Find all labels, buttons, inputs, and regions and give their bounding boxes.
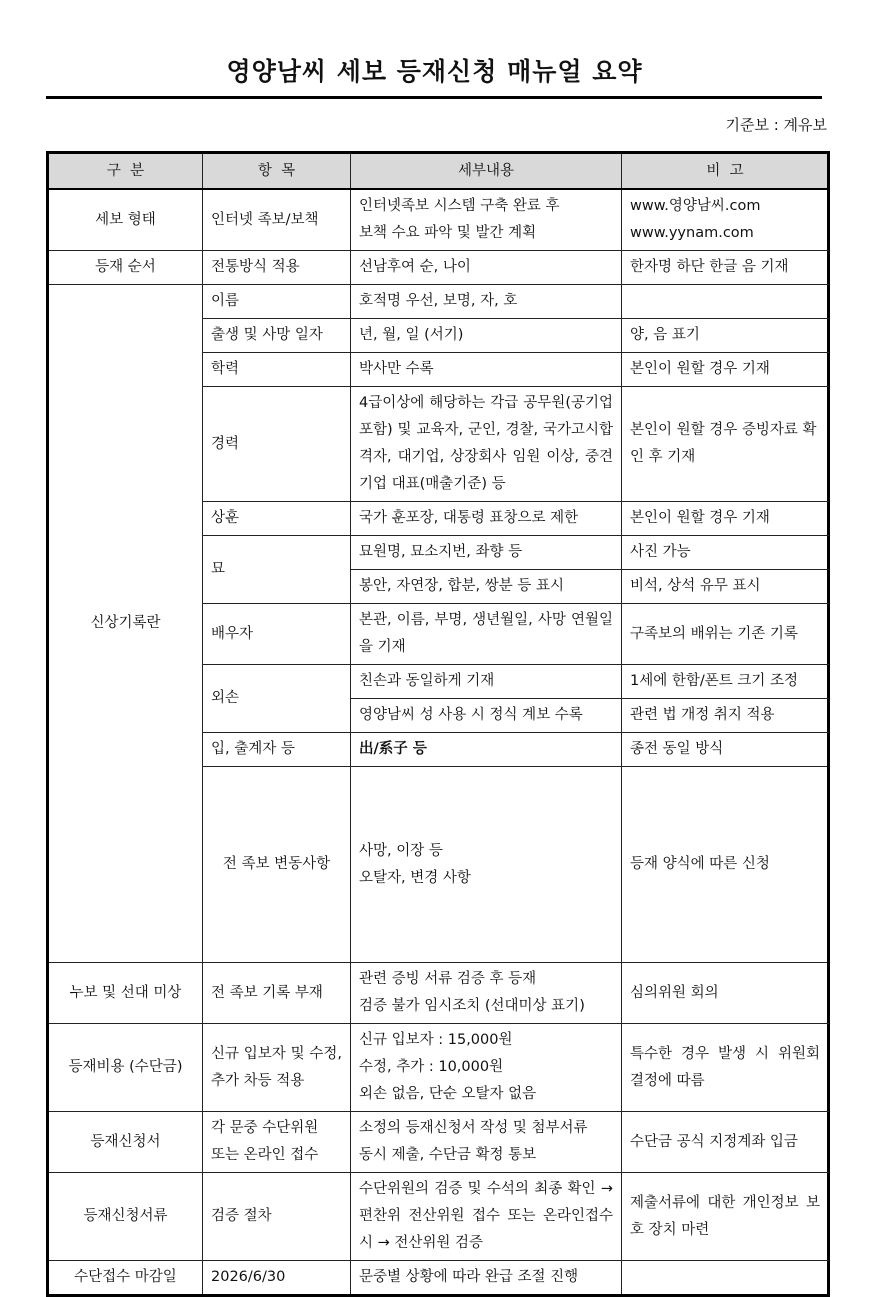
row-item: 경력 [203,387,351,502]
detail-line: 신규 입보자 : 15,000원 [359,1032,513,1048]
row-detail: 出/系子 등 [351,733,622,767]
title-divider [46,96,822,99]
row-item: 묘 [203,536,351,604]
row-note: 수단금 공식 지정계좌 입금 [622,1112,829,1173]
table-row [48,285,829,319]
row-note: 특수한 경우 발생 시 위원회 결정에 따름 [622,1024,829,1112]
detail-line: 소정의 등재신청서 작성 및 첨부서류 [359,1120,588,1136]
reference-edition: 기준보 : 계유보 [725,116,827,134]
row-item [203,1112,351,1173]
row-category: 수단접수 마감일 [48,1261,203,1296]
row-item: 전통방식 적용 [203,251,351,285]
row-note: 본인이 원할 경우 증빙자료 확인 후 기재 [622,387,829,502]
manual-summary-table [46,151,830,1297]
row-detail: 문중별 상황에 따라 완급 조절 진행 [351,1261,622,1296]
row-item: 이름 [203,285,351,319]
row-note: 심의위원 회의 [622,963,829,1024]
item-line: 사망, 이장 등 [359,842,443,859]
row-detail: 박사만 수록 [351,353,622,387]
detail-line: 보책 수요 파악 및 발간 계획 [359,225,537,241]
row-detail: 친손과 동일하게 기재 [351,665,622,699]
row-note: 관련 법 개정 취지 적용 [622,699,829,733]
detail-line: 인터넷족보 시스템 구축 완료 후 [359,198,560,214]
row-item: 출생 및 사망 일자 [203,319,351,353]
row-note: 사진 가능 [622,536,829,570]
row-detail: 국가 훈포장, 대통령 표창으로 제한 [351,502,622,536]
detail-line: 검증 불가 임시조치 (선대미상 표기) [359,998,585,1014]
row-category: 등재신청서 [48,1112,203,1173]
detail-line: 수정, 추가 : 10,000원 [359,1059,504,1075]
row-category: 누보 및 선대 미상 [48,963,203,1024]
row-category: 신상기록란 [48,285,203,963]
row-detail [351,963,622,1024]
website-link[interactable]: www.영양남씨.com [630,198,761,214]
row-detail: 등재 양식에 따른 신청 [622,767,829,963]
website-link[interactable]: www.yynam.com [630,225,754,241]
row-item: 인터넷 족보/보책 [203,189,351,251]
row-item: 외손 [203,665,351,733]
row-item: 배우자 [203,604,351,665]
row-item: 상훈 [203,502,351,536]
table-row [48,963,829,1024]
table-row [48,251,829,285]
row-detail: 선남후여 순, 나이 [351,251,622,285]
row-note: 본인이 원할 경우 기재 [622,353,829,387]
page-title: 영양남씨 세보 등재신청 매뉴얼 요약 [226,57,643,86]
row-category: 등재 순서 [48,251,203,285]
item-line: 각 문중 수단위원 [211,1120,319,1136]
row-category: 전 족보 변동사항 [203,767,351,963]
row-detail: 호적명 우선, 보명, 자, 호 [351,285,622,319]
row-item: 학력 [203,353,351,387]
row-note: 한자명 하단 한글 음 기재 [622,251,829,285]
row-detail [351,189,622,251]
row-note: 제출서류에 대한 개인정보 보호 장치 마련 [622,1173,829,1261]
row-item: 검증 절차 [203,1173,351,1261]
detail-line: 외손 없음, 단순 오탈자 없음 [359,1086,537,1102]
table-header-row [48,153,829,190]
row-category: 등재신청서류 [48,1173,203,1261]
row-item: 입, 출계자 등 [203,733,351,767]
row-detail: 본관, 이름, 부명, 생년월일, 사망 연월일을 기재 [351,604,622,665]
row-note: 구족보의 배위는 기존 기록 [622,604,829,665]
table-row [48,1024,829,1112]
table-row [48,189,829,251]
row-category: 등재비용 (수단금) [48,1024,203,1112]
header-note: 비 고 [622,153,829,190]
table-row [48,1112,829,1173]
header-item: 항 목 [203,153,351,190]
row-detail [351,1024,622,1112]
row-item: 전 족보 기록 부재 [203,963,351,1024]
row-note: 종전 동일 방식 [622,733,829,767]
row-category: 세보 형태 [48,189,203,251]
row-note [622,189,829,251]
row-item: 2026/6/30 [203,1261,351,1296]
item-line: 오탈자, 변경 사항 [359,869,471,886]
row-detail: 묘원명, 묘소지번, 좌향 등 [351,536,622,570]
table-row [48,1173,829,1261]
row-note [622,285,829,319]
detail-line: 관련 증빙 서류 검증 후 등재 [359,971,537,987]
table-row [48,1261,829,1296]
row-detail [351,1112,622,1173]
row-note: 본인이 원할 경우 기재 [622,502,829,536]
item-line: 또는 온라인 접수 [211,1147,319,1163]
row-note [622,1261,829,1296]
header-category: 구 분 [48,153,203,190]
row-note: 양, 음 표기 [622,319,829,353]
row-detail: 수단위원의 검증 및 수석의 최종 확인 → 편찬위 전산위원 접수 또는 온라인접수 시 → 전산위원 검증 [351,1173,622,1261]
row-note: 비석, 상석 유무 표시 [622,570,829,604]
row-detail: 년, 월, 일 (서기) [351,319,622,353]
row-detail: 영양남씨 성 사용 시 정식 계보 수록 [351,699,622,733]
row-detail: 4급이상에 해당하는 각급 공무원(공기업 포함) 및 교육자, 군인, 경찰, 국가고시합격자, 대기업, 상장회사 임원 이상, 중견기업 대표(매출기준) 등 [351,387,622,502]
detail-line: 동시 제출, 수단금 확정 통보 [359,1147,537,1163]
row-item: 신규 입보자 및 수정, 추가 차등 적용 [203,1024,351,1112]
header-detail: 세부내용 [351,153,622,190]
row-detail: 봉안, 자연장, 합분, 쌍분 등 표시 [351,570,622,604]
row-note: 1세에 한함/폰트 크기 조정 [622,665,829,699]
row-item [351,767,622,963]
